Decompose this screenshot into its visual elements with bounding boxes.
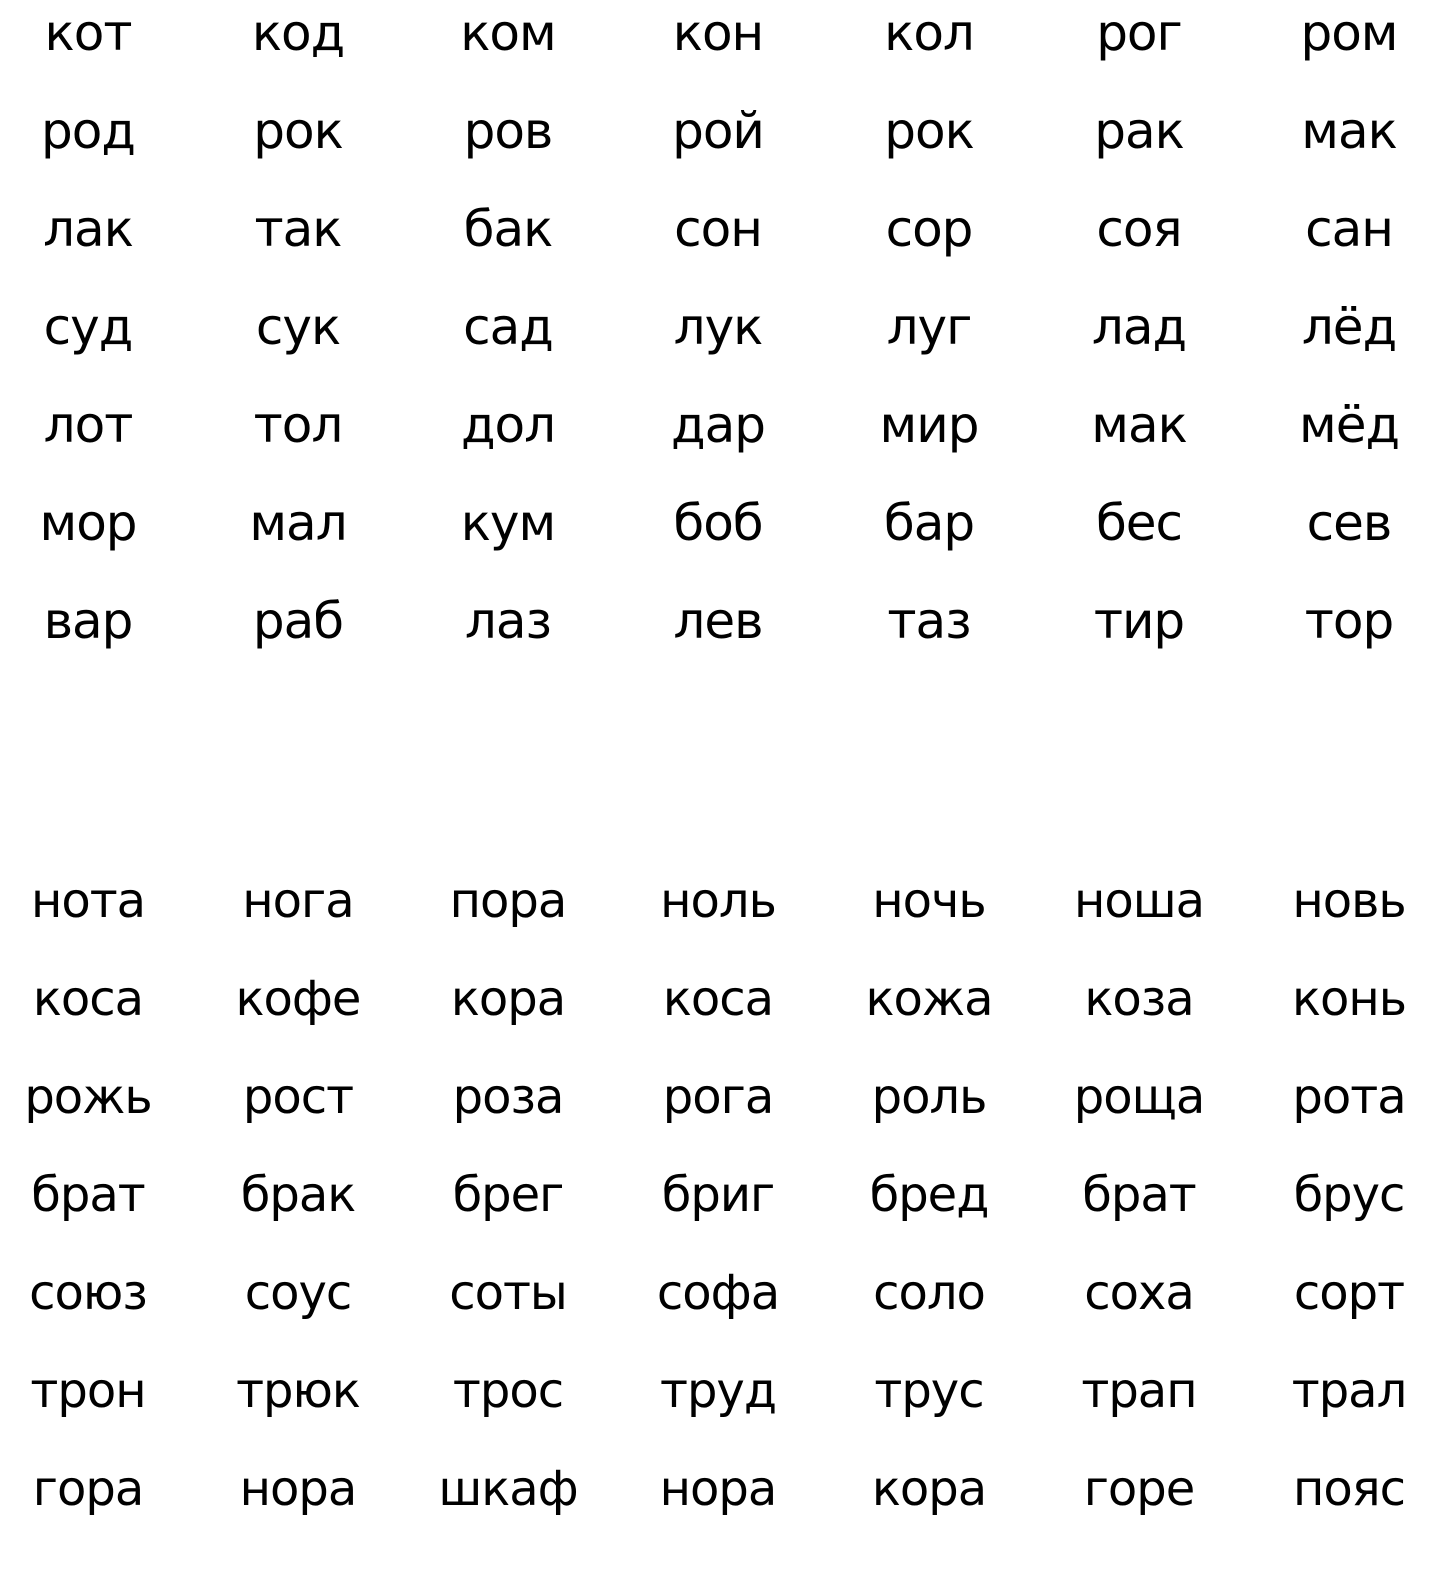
word-cell: коза: [1084, 971, 1194, 1027]
word-cell: соус: [244, 1265, 352, 1321]
word-cell: труд: [659, 1363, 777, 1419]
word-cell: бред: [869, 1167, 989, 1223]
word-cell: кол: [884, 4, 974, 62]
word-cell: ров: [463, 102, 553, 160]
word-cell: кофе: [235, 971, 361, 1027]
word-cell: таз: [887, 592, 971, 650]
word-cell: брак: [240, 1167, 356, 1223]
word-cell: рота: [1292, 1069, 1406, 1125]
word-cell: трос: [452, 1363, 564, 1419]
word-cell: лак: [43, 200, 133, 258]
word-row: [0, 868, 1443, 966]
word-cell: сор: [885, 200, 973, 258]
word-cell: коса: [662, 971, 774, 1027]
word-cell: сев: [1306, 494, 1392, 552]
word-cell: бес: [1095, 494, 1183, 552]
word-cell: ноша: [1073, 873, 1205, 929]
word-cell: лев: [673, 592, 763, 650]
word-cell: сорт: [1293, 1265, 1405, 1321]
word-cell: мал: [249, 494, 347, 552]
word-cell: сан: [1305, 200, 1393, 258]
word-row: [0, 1260, 1443, 1358]
word-row: [0, 490, 1443, 588]
word-cell: код: [251, 4, 345, 62]
word-row: [0, 98, 1443, 196]
word-cell: соло: [873, 1265, 985, 1321]
word-row: [0, 392, 1443, 490]
word-cell: бриг: [661, 1167, 775, 1223]
word-cell: ноль: [660, 873, 776, 929]
word-cell: рок: [884, 102, 974, 160]
word-cell: кот: [44, 4, 132, 62]
word-cell: дар: [671, 396, 765, 454]
word-cell: дол: [460, 396, 556, 454]
word-cell: конь: [1291, 971, 1407, 1027]
word-cell: боб: [673, 494, 763, 552]
word-cell: рожь: [24, 1069, 152, 1125]
word-cell: шкаф: [438, 1461, 578, 1517]
word-cell: брус: [1293, 1167, 1405, 1223]
word-row: [0, 1358, 1443, 1456]
word-cell: тор: [1304, 592, 1394, 650]
word-cell: софа: [656, 1265, 780, 1321]
word-cell: соха: [1084, 1265, 1194, 1321]
word-cell: рак: [1094, 102, 1184, 160]
word-cell: роза: [452, 1069, 564, 1125]
word-cell: кора: [450, 971, 566, 1027]
word-cell: соя: [1096, 200, 1182, 258]
word-cell: роща: [1073, 1069, 1205, 1125]
word-cell: луг: [886, 298, 972, 356]
word-cell: кора: [871, 1461, 987, 1517]
word-row: [0, 966, 1443, 1064]
word-cell: мак: [1301, 102, 1397, 160]
word-cell: кожа: [865, 971, 993, 1027]
word-cell: нора: [659, 1461, 777, 1517]
word-cell: трон: [30, 1363, 146, 1419]
word-cell: пояс: [1292, 1461, 1405, 1517]
word-cell: трал: [1291, 1363, 1407, 1419]
word-cell: раб: [252, 592, 344, 650]
word-cell: гора: [32, 1461, 144, 1517]
word-cell: брат: [1082, 1167, 1196, 1223]
word-cell: рога: [662, 1069, 774, 1125]
word-cell: нога: [242, 873, 354, 929]
word-cell: соты: [449, 1265, 567, 1321]
word-row: [0, 1064, 1443, 1162]
word-cell: ром: [1300, 4, 1398, 62]
word-cell: брат: [31, 1167, 145, 1223]
word-cell: коса: [32, 971, 144, 1027]
word-row: [0, 588, 1443, 686]
word-cell: союз: [29, 1265, 147, 1321]
word-cell: сон: [674, 200, 762, 258]
word-cell: пора: [449, 873, 567, 929]
word-cell: бар: [883, 494, 975, 552]
word-row: [0, 1456, 1443, 1554]
word-cell: лот: [43, 396, 133, 454]
word-cell: кон: [672, 4, 764, 62]
word-cell: так: [254, 200, 342, 258]
word-cell: бак: [463, 200, 553, 258]
word-cell: мак: [1091, 396, 1187, 454]
word-cell: мир: [879, 396, 979, 454]
word-cell: нота: [30, 873, 146, 929]
word-cell: трус: [874, 1363, 984, 1419]
word-cell: лёд: [1301, 298, 1397, 356]
word-row: [0, 294, 1443, 392]
word-cell: лук: [673, 298, 763, 356]
word-cell: мор: [39, 494, 137, 552]
word-cell: нора: [239, 1461, 357, 1517]
word-cell: трюк: [236, 1363, 360, 1419]
word-cell: тир: [1093, 592, 1185, 650]
word-cell: лаз: [464, 592, 552, 650]
word-cell: рой: [672, 102, 764, 160]
word-cell: горе: [1083, 1461, 1195, 1517]
word-cell: рок: [253, 102, 343, 160]
word-cell: ночь: [872, 873, 986, 929]
word-cell: рог: [1096, 4, 1182, 62]
word-cell: рост: [242, 1069, 354, 1125]
word-cell: трап: [1081, 1363, 1197, 1419]
word-row: [0, 0, 1443, 98]
word-cell: новь: [1292, 873, 1406, 929]
word-cell: роль: [871, 1069, 987, 1125]
word-cell: лад: [1091, 298, 1187, 356]
word-cell: брег: [452, 1167, 564, 1223]
word-cell: тол: [253, 396, 343, 454]
word-cell: суд: [43, 298, 133, 356]
word-cell: сук: [255, 298, 341, 356]
word-cell: вар: [43, 592, 133, 650]
word-cell: род: [41, 102, 135, 160]
word-cell: ком: [460, 4, 556, 62]
word-row: [0, 196, 1443, 294]
word-cell: кум: [460, 494, 556, 552]
word-cell: мёд: [1298, 396, 1400, 454]
word-cell: сад: [463, 298, 553, 356]
word-row: [0, 1162, 1443, 1260]
